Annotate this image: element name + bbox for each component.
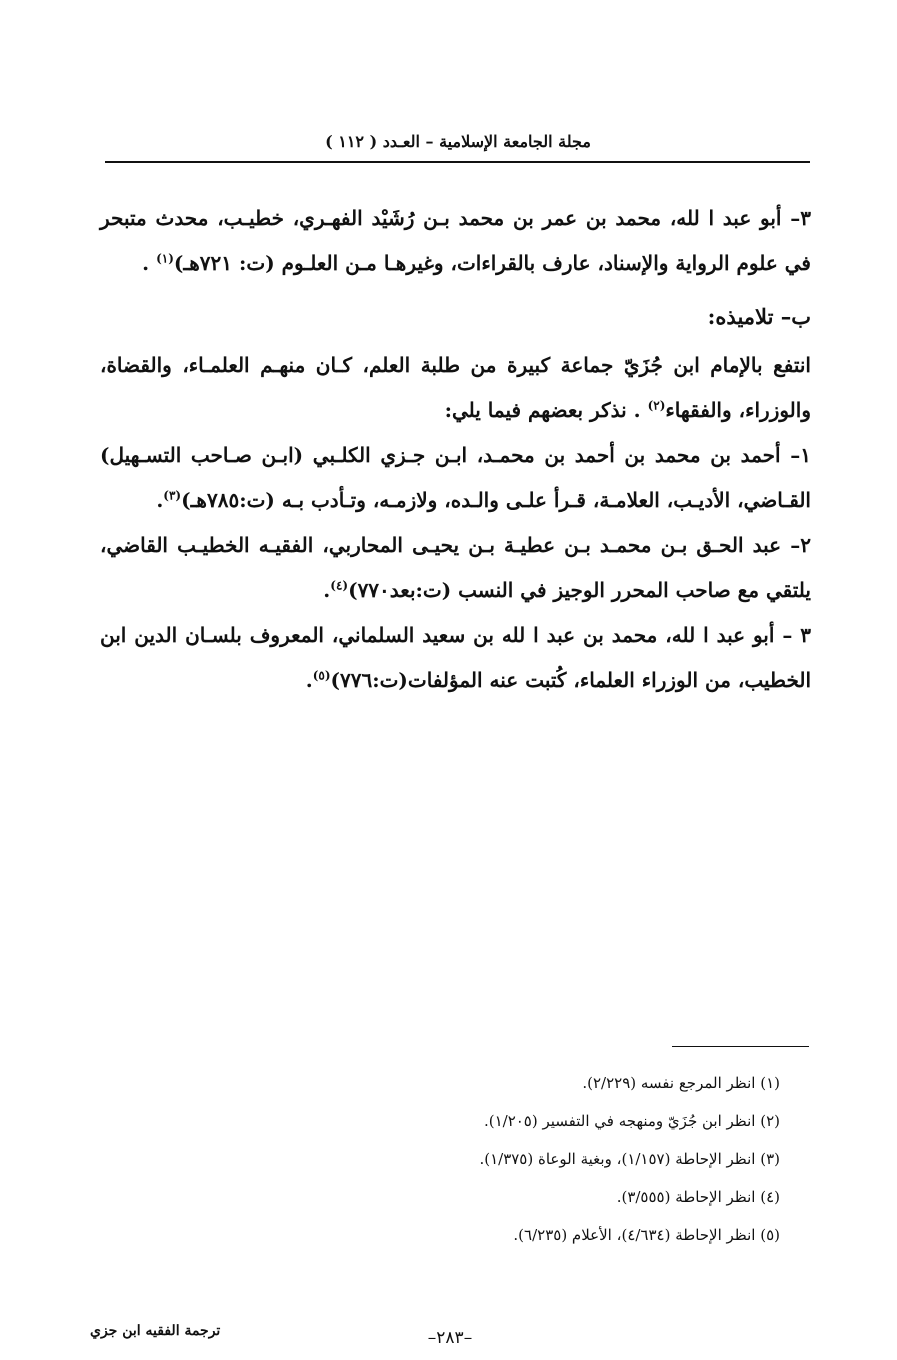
footnote-rule bbox=[672, 1046, 809, 1047]
paragraph-text: ٣ – أبو عبد ا لله، محمد بن عبد ا لله بن سعيد السلماني، المعروف بلسـان الدين ابن الخطيب، من الوزراء العلماء، كُتبت عنه المؤلفات(ت:٧٧٦) bbox=[100, 623, 811, 692]
paragraph-students-intro bbox=[100, 343, 811, 433]
footnote-ref-4[interactable]: (٤) bbox=[330, 578, 349, 593]
paragraph-end: . bbox=[323, 578, 331, 602]
paragraph-student-1 bbox=[100, 433, 811, 523]
paragraph-end: . bbox=[305, 668, 313, 692]
paragraph-text: ١– أحمد بن محمد بن أحمد بن محمـد، ابـن جـزي الكلـبي (ابـن صـاحب التسـهيل) القـاضي، الأديـب، العلامـة، قـرأ علـى والـده، ولازمـه، وتـأدب بـه (ت:٧٨٥هـ) bbox=[100, 443, 812, 512]
footnote-ref-1[interactable]: (١) bbox=[156, 251, 174, 266]
footnote-ref-5[interactable]: (٥) bbox=[312, 668, 331, 683]
footnote-ref-3[interactable]: (٣) bbox=[163, 488, 182, 503]
paragraph-text: ٢– عبد الحـق بـن محمـد بـن عطيـة بـن يحيـى المحاربي، الفقيـه الخطيـب القاضي، يلتقي مع صاحب المحرر الوجيز في النسب (ت:بعد٧٧٠) bbox=[100, 533, 811, 602]
footnote-ref-2[interactable]: (٢) bbox=[647, 398, 666, 413]
paragraph-teacher-3 bbox=[100, 196, 811, 286]
main-body bbox=[100, 196, 811, 703]
paragraph-end: . bbox=[156, 488, 164, 512]
footnote-2: (٢) انظر ابن جُزَيّ ومنهجه في التفسير (١/٢٠٥). bbox=[483, 1112, 780, 1130]
section-heading-students: ب– تلاميذه: bbox=[707, 304, 811, 329]
footnotes bbox=[300, 1064, 780, 1254]
header-rule bbox=[105, 161, 810, 163]
paragraph-end: . نذكر بعضهم فيما يلي: bbox=[444, 398, 648, 422]
running-header: مجلة الجامعة الإسلامية – العـدد ( ١١٢ ) bbox=[325, 132, 591, 151]
page-number: –٢٨٣– bbox=[427, 1328, 473, 1348]
footer-title: ترجمة الفقيه ابن جزي bbox=[90, 1323, 221, 1339]
paragraph-text: انتفع بالإمام ابن جُزَيّ جماعة كبيرة من طلبة العلم، كـان منهـم العلمـاء، والقضاة، والوزراء، والفقهاء bbox=[100, 353, 811, 422]
footnote-1: (١) انظر المرجع نفسه (٢/٢٢٩). bbox=[582, 1074, 780, 1092]
paragraph-end: . bbox=[142, 251, 157, 275]
paragraph-student-2 bbox=[100, 523, 811, 613]
footnote-3: (٣) انظر الإحاطة (١/١٥٧)، وبغية الوعاة (١/٣٧٥). bbox=[479, 1150, 780, 1168]
footnote-5: (٥) انظر الإحاطة (٤/٦٣٤)، الأعلام (٦/٢٣٥). bbox=[513, 1226, 780, 1244]
footnote-4: (٤) انظر الإحاطة (٣/٥٥٥). bbox=[616, 1188, 780, 1206]
paragraph-student-3 bbox=[100, 613, 811, 703]
paragraph-text: ٣– أبو عبد ا لله، محمد بن عمر بن محمد بـن رُشَيْد الفهـري، خطيـب، محدث متبحر في علوم الرواية والإسناد، عارف بالقراءات، وغيرهـا مـن العلـوم (ت: ٧٢١هـ) bbox=[100, 206, 811, 275]
